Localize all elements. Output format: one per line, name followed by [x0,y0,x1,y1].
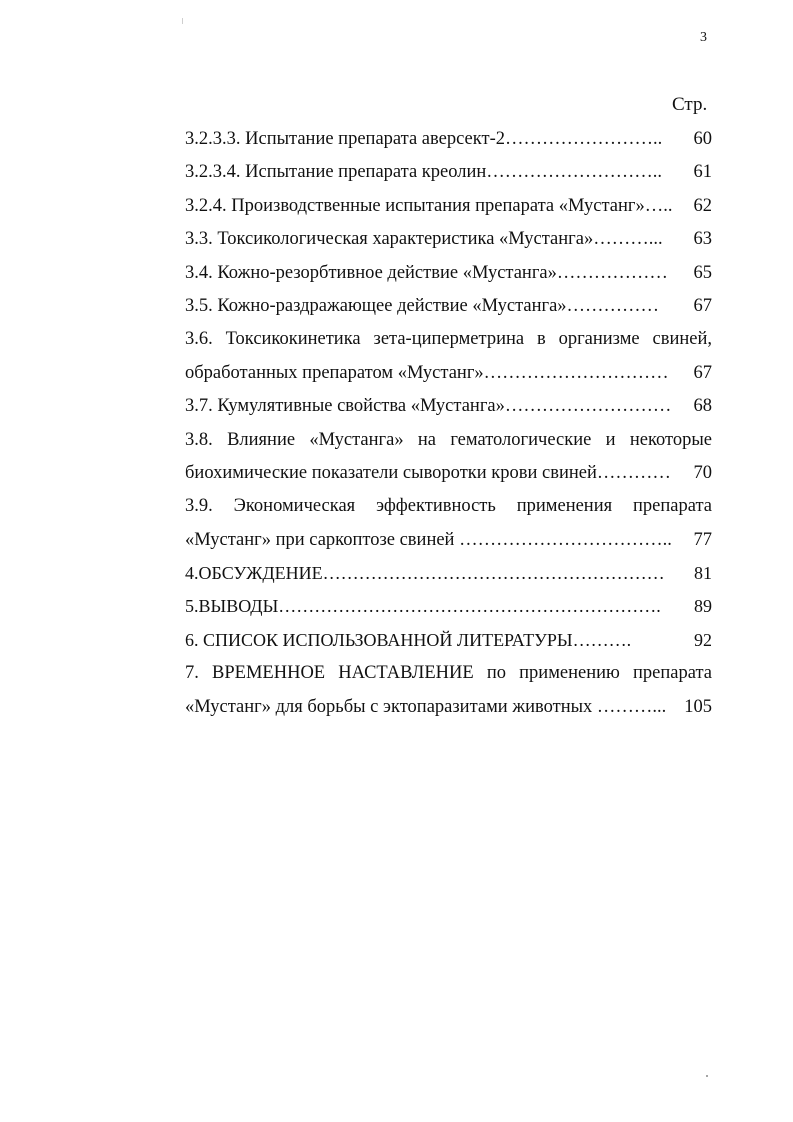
toc-entry-text: 6. СПИСОК ИСПОЛЬЗОВАННОЙ ЛИТЕРАТУРЫ………. [185,629,632,650]
toc-entry-page: 67 [693,362,712,383]
toc-entry-page: 92 [694,629,712,650]
toc-line [185,357,712,390]
toc-entry-page: 60 [693,129,712,149]
toc-entry-text: 3.8. Влияние «Мустанга» на гематологические и некоторые [185,429,712,450]
toc-entry-text: 7. ВРЕМЕННОЕ НАСТАВЛЕНИЕ по применению препарата [185,663,712,684]
toc-entry-page: 65 [693,262,712,283]
toc-line [185,557,712,590]
toc-entry-text: 3.7. Кумулятивные свойства «Мустанга»……………………… [185,396,672,417]
toc-entry-text: 3.2.3.3. Испытание препарата аверсект-2…………………….. [185,129,663,149]
toc-entry-text: «Мустанг» при саркоптозе свиней …………………………….. [185,529,672,550]
toc-entry-text: 3.2.4. Производственные испытания препарата «Мустанг»….. [185,195,673,216]
toc-entry-text: 3.4. Кожно-резорбтивное действие «Мустанга»……………… [185,262,668,283]
toc-line [185,290,712,323]
toc-entry-page: 67 [693,295,712,316]
toc-entry-text: 4.ОБСУЖДЕНИЕ………………………………………………… [185,563,665,584]
toc-line [185,424,712,457]
toc-entry-text: 3.6. Токсикокинетика зета-циперметрина в организме свиней, [185,329,712,350]
toc-entry-text: 3.9. Экономическая эффективность применения препарата [185,496,712,517]
toc-line [185,524,712,557]
toc-line [185,624,712,657]
scan-margin-mark [182,18,183,24]
toc-line [185,590,712,623]
toc-entry-text: обработанных препаратом «Мустанг»………………………… [185,362,669,383]
toc-entry-page: 70 [693,462,712,483]
toc-entry-text: 3.3. Токсикологическая характеристика «Мустанга»………... [185,229,663,250]
toc-line [185,257,712,290]
toc-line [185,691,712,724]
toc-entry-page: 61 [693,162,712,183]
toc-line [185,457,712,490]
toc-line [185,490,712,523]
page-number: 3 [700,30,707,45]
toc-line [185,390,712,423]
toc-line [185,323,712,356]
scan-speck [706,1075,708,1077]
table-of-contents [185,123,712,724]
toc-line [185,223,712,256]
toc-entry-page: 62 [693,195,712,216]
toc-line [185,657,712,690]
toc-entry-text: 3.5. Кожно-раздражающее действие «Мустанга»…………… [185,295,660,316]
toc-entry-page: 105 [684,696,712,717]
toc-line [185,156,712,189]
page-column-header: Стр. [672,94,708,115]
toc-entry-text: 3.2.3.4. Испытание препарата креолин……………………….. [185,162,663,183]
toc-entry-text: «Мустанг» для борьбы с эктопаразитами животных ………... [185,696,667,717]
toc-entry-page: 89 [694,596,712,617]
toc-entry-page: 81 [694,563,712,584]
toc-line [185,190,712,223]
toc-entry-page: 68 [693,396,712,417]
toc-line [185,123,712,156]
toc-entry-page: 63 [693,229,712,250]
toc-entry-page: 77 [693,529,712,550]
toc-entry-text: 5.ВЫВОДЫ………………………………………………………. [185,596,661,617]
toc-entry-text: биохимические показатели сыворотки крови свиней………… [185,462,671,483]
